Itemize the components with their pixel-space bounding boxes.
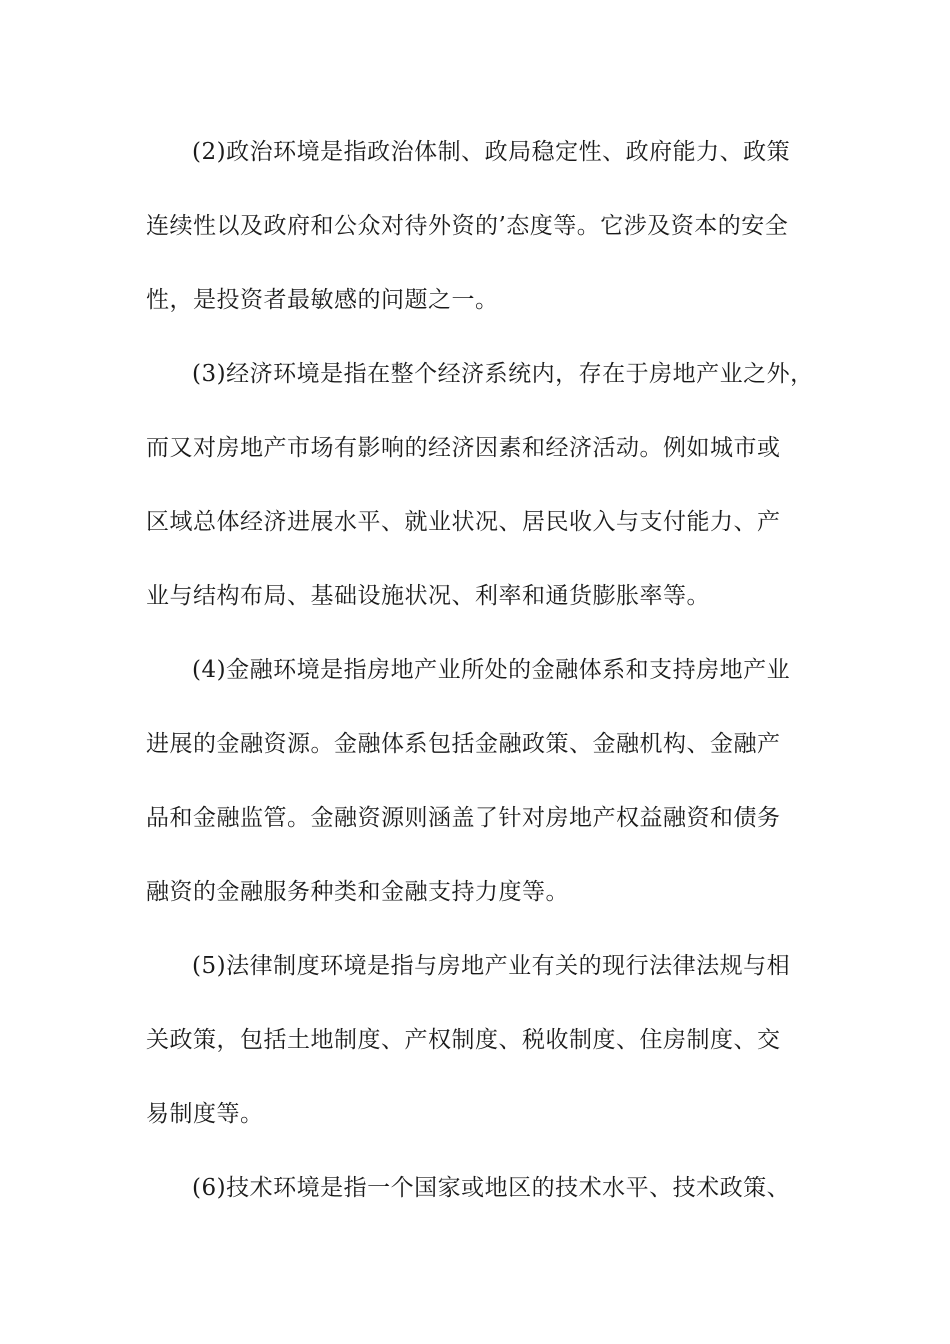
paragraph-3-line-4: 业与结构布局、基础设施状况、利率和通货膨胀率等。: [146, 583, 710, 609]
paragraph-3-line-1: (3)经济环境是指在整个经济系统内，存在于房地产业之外，: [192, 361, 814, 387]
paragraph-2-line-1: (2)政治环境是指政治体制、政局稳定性、政府能力、政策: [192, 139, 791, 165]
paragraph-3-line-3: 区域总体经济进展水平、就业状况、居民收入与支付能力、产: [146, 509, 781, 535]
paragraph-2-line-3: 性，是投资者最敏感的问题之一。: [146, 287, 499, 313]
paragraph-3-line-2: 而又对房地产市场有影响的经济因素和经济活动。例如城市或: [146, 435, 781, 461]
paragraph-4-line-1: (4)金融环境是指房地产业所处的金融体系和支持房地产业: [192, 657, 791, 683]
paragraph-2-line-2: 连续性以及政府和公众对待外资的’态度等。它涉及资本的安全: [146, 213, 789, 239]
paragraph-5-line-2: 关政策，包括土地制度、产权制度、税收制度、住房制度、交: [146, 1027, 781, 1053]
paragraph-4-line-3: 品和金融监管。金融资源则涵盖了针对房地产权益融资和债务: [146, 805, 781, 831]
paragraph-4-line-2: 进展的金融资源。金融体系包括金融政策、金融机构、金融产: [146, 731, 781, 757]
paragraph-5-line-3: 易制度等。: [146, 1101, 264, 1127]
paragraph-5-line-1: (5)法律制度环境是指与房地产业有关的现行法律法规与相: [192, 953, 791, 979]
paragraph-6-line-1: (6)技术环境是指一个国家或地区的技术水平、技术政策、: [192, 1175, 791, 1201]
paragraph-4-line-4: 融资的金融服务种类和金融支持力度等。: [146, 879, 569, 905]
